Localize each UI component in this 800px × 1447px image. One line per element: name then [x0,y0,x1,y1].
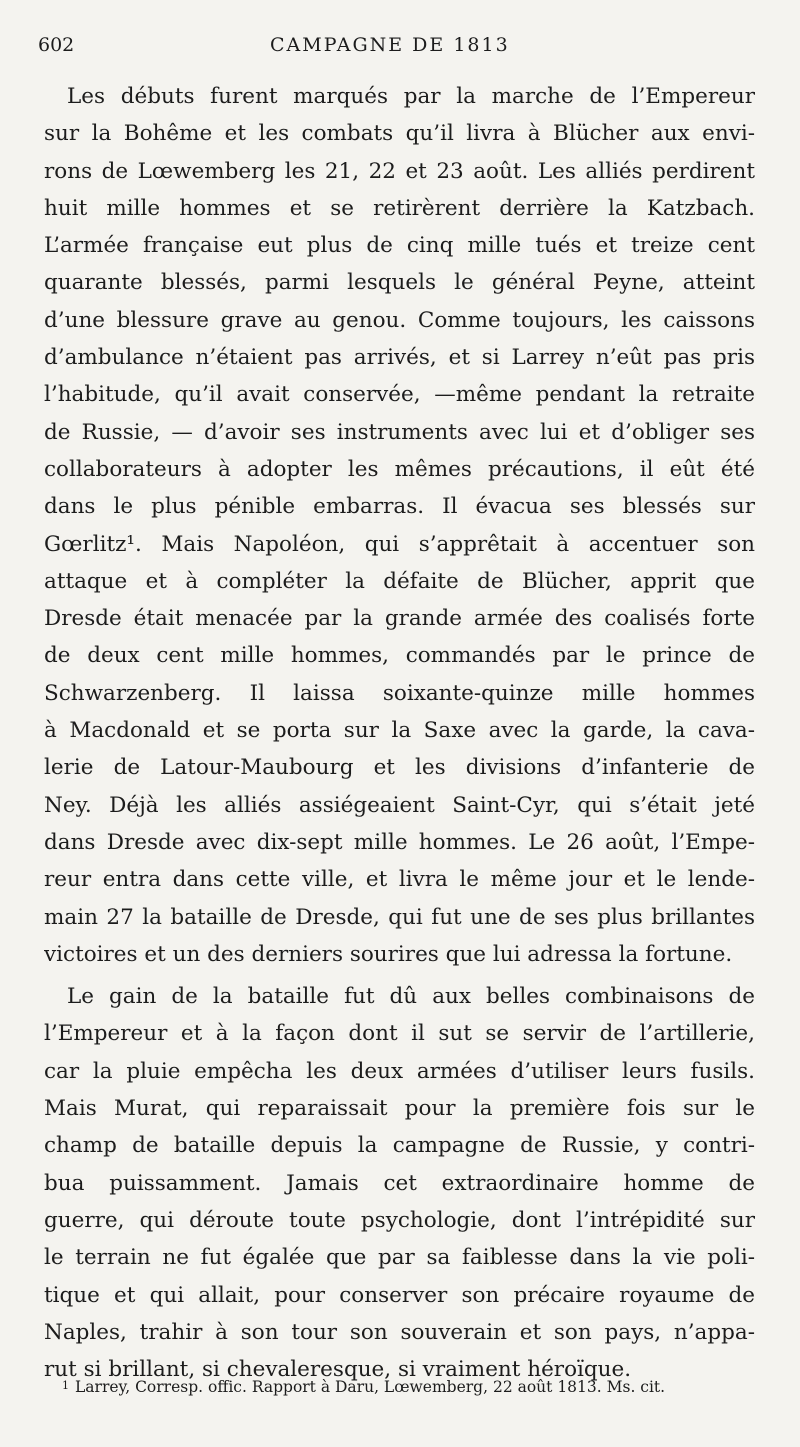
text-line: de Russie, — d’avoir ses instruments avec lui et d’obliger ses [44,419,755,445]
text-line: quarante blessés, parmi lesquels le général Peyne, atteint [44,270,755,296]
running-head: CAMPAGNE DE 1813 [270,34,510,56]
text-line: car la pluie empêcha les deux armées d’utiliser leurs fusils. [44,1058,755,1084]
text-line: huit mille hommes et se retirèrent derrière la Katzbach. [44,195,755,221]
text-line: Ney. Déjà les alliés assiégeaient Saint-Cyr, qui s’était jeté [44,792,755,818]
text-line: Mais Murat, qui reparaissait pour la première fois sur le [44,1096,755,1122]
text-line: reur entra dans cette ville, et livra le même jour et le lende- [44,867,755,893]
footnote [62,1378,752,1396]
text-line: Dresde était menacée par la grande armée des coalisés forte [44,606,755,632]
text-line: Les débuts furent marqués par la marche de l’Empereur [67,84,755,109]
text-line: tique et qui allait, pour conserver son précaire royaume de [44,1282,755,1308]
text-line: attaque et à compléter la défaite de Blücher, apprit que [44,568,755,594]
text-line: dans Dresde avec dix-sept mille hommes. Le 26 août, l’Empe- [44,829,755,855]
text-line: main 27 la bataille de Dresde, qui fut une de ses plus brillantes [44,904,755,930]
text-line: lerie de Latour-Maubourg et les divisions d’infanterie de [44,755,755,781]
text-line: l’Empereur et à la façon dont il sut se servir de l’artillerie, [44,1021,755,1047]
text-line: dans le plus pénible embarras. Il évacua ses blessés sur [44,494,755,520]
text-line: guerre, qui déroute toute psychologie, dont l’intrépidité sur [44,1207,755,1233]
text-line: d’une blessure grave au genou. Comme toujours, les caissons [44,307,755,333]
text-line: à Macdonald et se porta sur la Saxe avec la garde, la cava- [44,718,755,744]
text-line: collaborateurs à adopter les mêmes précautions, il eût été [44,456,755,482]
text-line: le terrain ne fut égalée que par sa faiblesse dans la vie poli- [44,1245,755,1271]
text-line: de deux cent mille hommes, commandés par le prince de [44,643,755,669]
text-line: Gœrlitz¹. Mais Napoléon, qui s’apprêtait à accentuer son [44,531,755,557]
text-line: Le gain de la bataille fut dû aux belles combinaisons de [67,984,755,1010]
text-line: bua puissamment. Jamais cet extraordinaire homme de [44,1170,755,1196]
text-line: d’ambulance n’étaient pas arrivés, et si Larrey n’eût pas pris [44,345,755,371]
paragraph-1 [44,78,755,973]
text-line: rons de Lœwemberg les 21, 22 et 23 août. Les alliés perdirent [44,158,755,184]
footnote-marker: 1 [62,1379,69,1392]
text-line: Schwarzenberg. Il laissa soixante-quinze mille hommes [44,680,755,706]
text-line: Naples, trahir à son tour son souverain et son pays, n’appa- [44,1319,755,1345]
page-header [0,32,800,62]
text-line: L’armée française eut plus de cinq mille tués et treize cent [44,233,755,259]
text-line: victoires et un des derniers sourires que lui adressa la fortune. [44,941,733,967]
text-line: champ de bataille depuis la campagne de Russie, y contri- [44,1133,755,1159]
text-line: rut si brillant, si chevaleresque, si vraiment héroïque. [44,1357,632,1383]
paragraph-2 [44,978,755,1388]
text-line: sur la Bohême et les combats qu’il livra à Blücher aux envi- [44,121,755,147]
body-text [44,78,755,1388]
page-number: 602 [38,34,75,56]
text-line: l’habitude, qu’il avait conservée, —même pendant la retraite [44,382,755,408]
footnote-text: Larrey, Corresp. offic. Rapport à Daru, Lœwemberg, 22 août 1813. Ms. cit. [75,1378,666,1396]
